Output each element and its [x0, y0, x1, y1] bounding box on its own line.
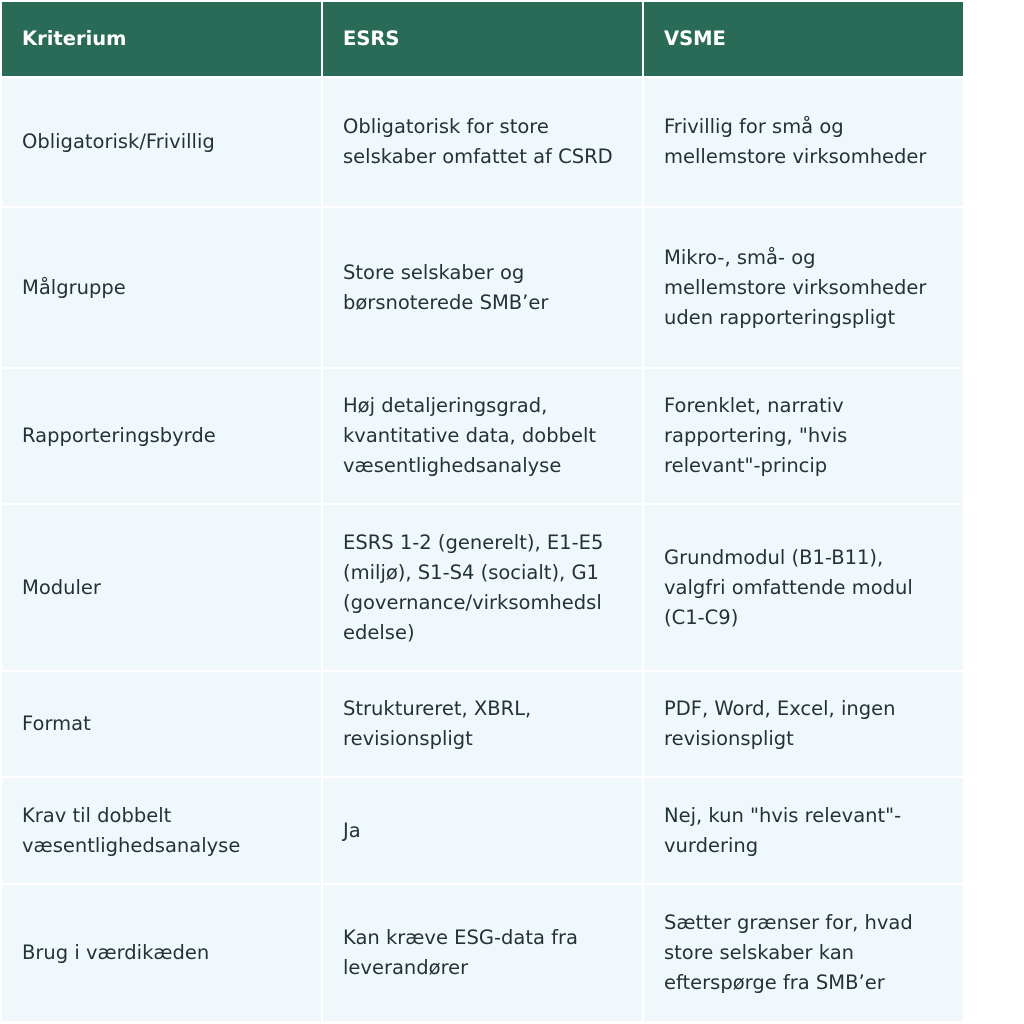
row-vsme-obligatorisk: Frivillig for små og mellemstore virksomheder: [644, 78, 963, 206]
row-esrs-format: Struktureret, XBRL, revisionspligt: [323, 672, 642, 776]
row-vsme-rapporteringsbyrde: Forenklet, narrativ rapportering, "hvis relevant"-princip: [644, 369, 963, 503]
row-esrs-krav: Ja: [323, 778, 642, 883]
header-vsme: VSME: [644, 2, 963, 76]
header-esrs: ESRS: [323, 2, 642, 76]
row-vsme-format: PDF, Word, Excel, ingen revisionspligt: [644, 672, 963, 776]
row-criterion-moduler: Moduler: [2, 505, 321, 670]
row-vsme-malgruppe: Mikro-, små- og mellemstore virksomheder uden rapporteringspligt: [644, 208, 963, 367]
row-esrs-rapporteringsbyrde: Høj detaljeringsgrad, kvantitative data, dobbelt væsentlighedsanalyse: [323, 369, 642, 503]
row-criterion-rapporteringsbyrde: Rapporteringsbyrde: [2, 369, 321, 503]
row-criterion-format: Format: [2, 672, 321, 776]
row-vsme-krav: Nej, kun "hvis relevant"- vurdering: [644, 778, 963, 883]
row-criterion-krav: Krav til dobbelt væsentlighedsanalyse: [2, 778, 321, 883]
row-esrs-vaerdikaede: Kan kræve ESG-data fra leverandører: [323, 885, 642, 1021]
row-criterion-malgruppe: Målgruppe: [2, 208, 321, 367]
row-vsme-vaerdikaede: Sætter grænser for, hvad store selskaber kan efterspørge fra SMB’er: [644, 885, 963, 1021]
row-esrs-malgruppe: Store selskaber og børsnoterede SMB’er: [323, 208, 642, 367]
row-esrs-moduler: ESRS 1-2 (generelt), E1-E5 (miljø), S1-S4 (socialt), G1 (governance/virksomhedsl edelse): [323, 505, 642, 670]
row-criterion-obligatorisk: Obligatorisk/Frivillig: [2, 78, 321, 206]
row-vsme-moduler: Grundmodul (B1-B11), valgfri omfattende modul (C1-C9): [644, 505, 963, 670]
comparison-table: [2, 2, 963, 1021]
row-criterion-vaerdikaede: Brug i værdikæden: [2, 885, 321, 1021]
header-kriterium: Kriterium: [2, 2, 321, 76]
row-esrs-obligatorisk: Obligatorisk for store selskaber omfattet af CSRD: [323, 78, 642, 206]
